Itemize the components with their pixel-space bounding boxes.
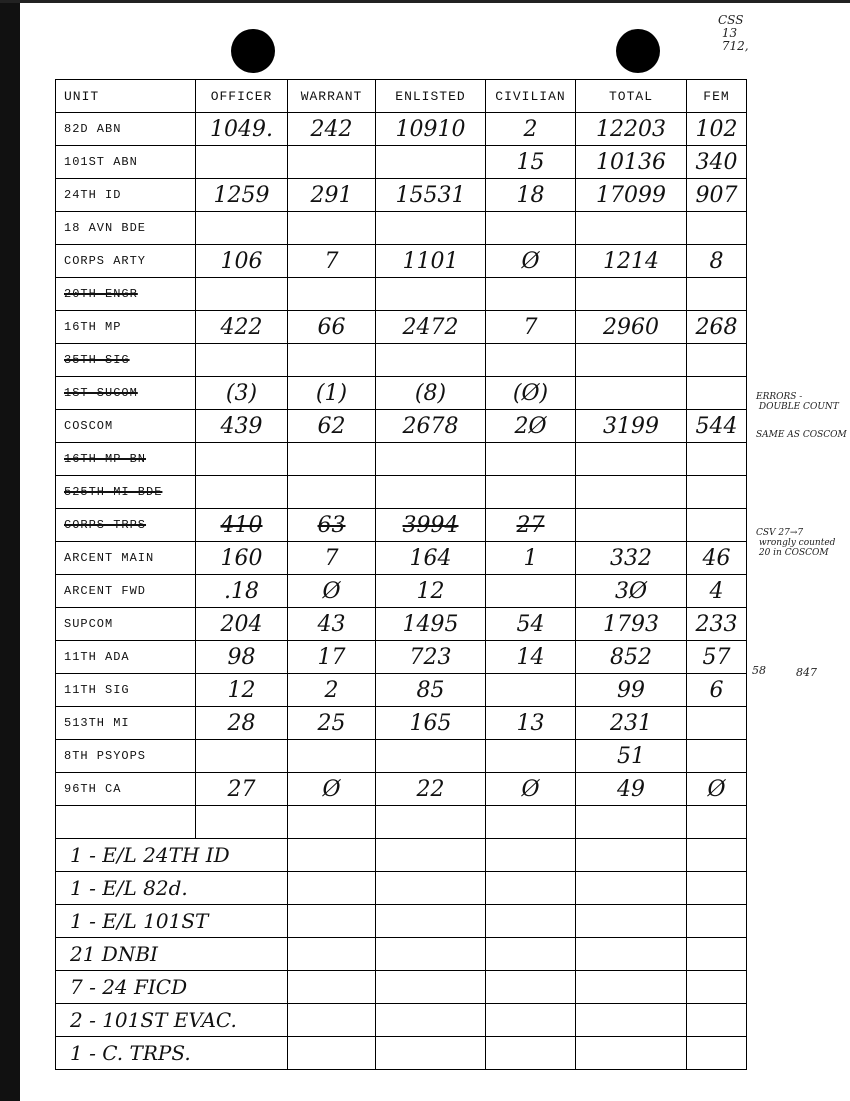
empty-cell (288, 905, 376, 938)
table-row (56, 740, 747, 773)
table-row (56, 179, 747, 212)
handwritten-note: 1 - E/L 101ST (56, 905, 288, 938)
table-row (56, 443, 747, 476)
officer-cell (196, 344, 288, 377)
fem-cell (687, 377, 747, 410)
table-row (56, 707, 747, 740)
header-fem: FEM (687, 80, 747, 113)
fem-cell: Ø (687, 773, 747, 806)
warrant-cell (288, 344, 376, 377)
handwritten-note: 2 - 101ST EVAC. (56, 1004, 288, 1037)
unit-cell: 8TH PSYOPS (56, 740, 196, 773)
enlisted-cell: (8) (376, 377, 486, 410)
empty-cell (486, 1004, 576, 1037)
unit-cell: 11TH SIG (56, 674, 196, 707)
enlisted-cell: 85 (376, 674, 486, 707)
table-row (56, 212, 747, 245)
total-cell: 10136 (576, 146, 687, 179)
table-row (56, 344, 747, 377)
note-row (56, 905, 747, 938)
civilian-cell: 2Ø (486, 410, 576, 443)
unit-cell: 11TH ADA (56, 641, 196, 674)
civilian-cell (486, 278, 576, 311)
empty-cell (687, 1037, 747, 1070)
unit-cell: 16TH MP BN (56, 443, 196, 476)
total-cell: 51 (576, 740, 687, 773)
table-row (56, 674, 747, 707)
fem-cell: 46 (687, 542, 747, 575)
unit-cell: ARCENT MAIN (56, 542, 196, 575)
total-cell: 99 (576, 674, 687, 707)
unit-cell: CORPS TRPS (56, 509, 196, 542)
unit-cell: 513TH MI (56, 707, 196, 740)
warrant-cell (288, 740, 376, 773)
civilian-cell: 18 (486, 179, 576, 212)
note-row (56, 1004, 747, 1037)
enlisted-cell: 2678 (376, 410, 486, 443)
warrant-cell (288, 212, 376, 245)
officer-cell: 1049. (196, 113, 288, 146)
margin-note-fem-58: 58 (752, 664, 766, 677)
enlisted-cell: 165 (376, 707, 486, 740)
unit-cell: 96TH CA (56, 773, 196, 806)
officer-cell (196, 146, 288, 179)
civilian-cell (486, 674, 576, 707)
empty-cell (687, 839, 747, 872)
header-officer: OFFICER (196, 80, 288, 113)
officer-cell: 12 (196, 674, 288, 707)
total-cell (576, 377, 687, 410)
empty-cell (576, 872, 687, 905)
unit-cell: 1ST SUCOM (56, 377, 196, 410)
margin-note-csv: CSV 27→7 wrongly counted 20 in COSCOM (756, 528, 836, 558)
total-cell: 3Ø (576, 575, 687, 608)
header-row (56, 80, 747, 113)
empty-cell (576, 1004, 687, 1037)
total-cell: 231 (576, 707, 687, 740)
officer-cell: .18 (196, 575, 288, 608)
unit-cell: 18 AVN BDE (56, 212, 196, 245)
header-total: TOTAL (576, 80, 687, 113)
table-row (56, 245, 747, 278)
handwritten-note: 7 - 24 FICD (56, 971, 288, 1004)
unit-cell: CORPS ARTY (56, 245, 196, 278)
note-row (56, 938, 747, 971)
warrant-cell: 43 (288, 608, 376, 641)
empty-cell (486, 839, 576, 872)
empty-cell (486, 971, 576, 1004)
enlisted-cell: 15531 (376, 179, 486, 212)
empty-cell (687, 905, 747, 938)
warrant-cell: 17 (288, 641, 376, 674)
officer-cell: 204 (196, 608, 288, 641)
table-row (56, 509, 747, 542)
warrant-cell: 2 (288, 674, 376, 707)
warrant-cell: (1) (288, 377, 376, 410)
civilian-cell: 54 (486, 608, 576, 641)
empty-cell (288, 971, 376, 1004)
enlisted-cell: 2472 (376, 311, 486, 344)
civilian-cell (486, 476, 576, 509)
margin-note-847: 847 (796, 666, 817, 679)
empty-cell (288, 1037, 376, 1070)
empty-cell (288, 938, 376, 971)
spacer-row (56, 806, 747, 839)
empty-cell (576, 971, 687, 1004)
note-row (56, 971, 747, 1004)
total-cell: 1214 (576, 245, 687, 278)
enlisted-cell (376, 212, 486, 245)
empty-cell (576, 839, 687, 872)
officer-cell: 422 (196, 311, 288, 344)
unit-cell: 20TH ENGR (56, 278, 196, 311)
unit-cell: 525TH MI BDE (56, 476, 196, 509)
civilian-cell: Ø (486, 773, 576, 806)
empty-cell (486, 872, 576, 905)
total-cell (576, 476, 687, 509)
civilian-cell: 14 (486, 641, 576, 674)
empty-cell (486, 938, 576, 971)
fem-cell (687, 476, 747, 509)
total-cell: 3199 (576, 410, 687, 443)
table-row (56, 773, 747, 806)
empty-cell (376, 905, 486, 938)
empty-cell (486, 806, 576, 839)
warrant-cell: 25 (288, 707, 376, 740)
empty-cell (376, 971, 486, 1004)
total-cell: 17099 (576, 179, 687, 212)
civilian-cell: 1 (486, 542, 576, 575)
table-row (56, 575, 747, 608)
fem-cell: 57 (687, 641, 747, 674)
total-cell (576, 509, 687, 542)
enlisted-cell (376, 278, 486, 311)
enlisted-cell (376, 344, 486, 377)
civilian-cell (486, 344, 576, 377)
punch-hole-right (616, 29, 660, 73)
handwritten-note: 1 - C. TRPS. (56, 1037, 288, 1070)
civilian-cell: 2 (486, 113, 576, 146)
empty-cell (288, 872, 376, 905)
unit-cell: 35TH SIG (56, 344, 196, 377)
officer-cell: 106 (196, 245, 288, 278)
empty-cell (687, 806, 747, 839)
warrant-cell: 63 (288, 509, 376, 542)
civilian-cell (486, 212, 576, 245)
table-row (56, 476, 747, 509)
fem-cell (687, 344, 747, 377)
warrant-cell (288, 278, 376, 311)
margin-note-errors: ERRORS - DOUBLE COUNT (756, 392, 839, 412)
header-enlisted: ENLISTED (376, 80, 486, 113)
civilian-cell: (Ø) (486, 377, 576, 410)
table-row (56, 410, 747, 443)
warrant-cell: Ø (288, 773, 376, 806)
warrant-cell: Ø (288, 575, 376, 608)
fem-cell (687, 707, 747, 740)
enlisted-cell (376, 476, 486, 509)
fem-cell: 907 (687, 179, 747, 212)
empty-cell (288, 1004, 376, 1037)
unit-cell: 82D ABN (56, 113, 196, 146)
total-cell: 332 (576, 542, 687, 575)
empty-cell (486, 905, 576, 938)
handwritten-note: 1 - E/L 24TH ID (56, 839, 288, 872)
header-warrant: WARRANT (288, 80, 376, 113)
fem-cell: 544 (687, 410, 747, 443)
civilian-cell: 27 (486, 509, 576, 542)
empty-cell (486, 1037, 576, 1070)
fem-cell: 102 (687, 113, 747, 146)
fem-cell (687, 443, 747, 476)
fem-cell (687, 740, 747, 773)
unit-cell: 16TH MP (56, 311, 196, 344)
header-civilian: CIVILIAN (486, 80, 576, 113)
civilian-cell (486, 575, 576, 608)
table-row (56, 542, 747, 575)
table-row (56, 113, 747, 146)
fem-cell: 268 (687, 311, 747, 344)
enlisted-cell: 10910 (376, 113, 486, 146)
fem-cell: 4 (687, 575, 747, 608)
empty-cell (576, 938, 687, 971)
civilian-cell: 13 (486, 707, 576, 740)
note-row (56, 839, 747, 872)
warrant-cell: 66 (288, 311, 376, 344)
total-cell: 49 (576, 773, 687, 806)
unit-cell: 24TH ID (56, 179, 196, 212)
empty-cell (376, 806, 486, 839)
officer-cell (196, 740, 288, 773)
officer-cell: 439 (196, 410, 288, 443)
officer-cell: 410 (196, 509, 288, 542)
total-cell: 1793 (576, 608, 687, 641)
fem-cell: 8 (687, 245, 747, 278)
empty-cell (376, 1037, 486, 1070)
empty-cell (56, 806, 196, 839)
scan-edge (0, 0, 20, 1101)
handwritten-note: 1 - E/L 82d. (56, 872, 288, 905)
civilian-cell: 15 (486, 146, 576, 179)
enlisted-cell: 164 (376, 542, 486, 575)
civilian-cell (486, 740, 576, 773)
empty-cell (687, 971, 747, 1004)
empty-cell (376, 938, 486, 971)
officer-cell (196, 278, 288, 311)
empty-cell (687, 872, 747, 905)
total-cell: 12203 (576, 113, 687, 146)
fem-cell: 340 (687, 146, 747, 179)
note-row (56, 872, 747, 905)
enlisted-cell: 22 (376, 773, 486, 806)
empty-cell (376, 839, 486, 872)
warrant-cell: 7 (288, 245, 376, 278)
total-cell: 852 (576, 641, 687, 674)
warrant-cell: 242 (288, 113, 376, 146)
empty-cell (576, 905, 687, 938)
margin-note-coscom: SAME AS COSCOM (756, 430, 847, 440)
total-cell (576, 212, 687, 245)
officer-cell: 1259 (196, 179, 288, 212)
personnel-table (55, 79, 747, 1070)
total-cell: 2960 (576, 311, 687, 344)
table-row (56, 641, 747, 674)
empty-cell (288, 806, 376, 839)
unit-cell: ARCENT FWD (56, 575, 196, 608)
enlisted-cell: 3994 (376, 509, 486, 542)
corner-note: CSS 13 712, (718, 13, 749, 53)
empty-cell (288, 839, 376, 872)
warrant-cell: 7 (288, 542, 376, 575)
civilian-cell: 7 (486, 311, 576, 344)
unit-cell: SUPCOM (56, 608, 196, 641)
civilian-cell: Ø (486, 245, 576, 278)
officer-cell: (3) (196, 377, 288, 410)
table-row (56, 311, 747, 344)
total-cell (576, 278, 687, 311)
warrant-cell (288, 146, 376, 179)
enlisted-cell: 1101 (376, 245, 486, 278)
note-row (56, 1037, 747, 1070)
total-cell (576, 443, 687, 476)
empty-cell (687, 938, 747, 971)
enlisted-cell (376, 740, 486, 773)
enlisted-cell (376, 443, 486, 476)
warrant-cell (288, 476, 376, 509)
officer-cell (196, 443, 288, 476)
fem-cell: 233 (687, 608, 747, 641)
table-row (56, 146, 747, 179)
unit-cell: COSCOM (56, 410, 196, 443)
header-unit: UNIT (56, 80, 196, 113)
empty-cell (196, 806, 288, 839)
officer-cell (196, 476, 288, 509)
empty-cell (376, 872, 486, 905)
officer-cell (196, 212, 288, 245)
enlisted-cell: 723 (376, 641, 486, 674)
warrant-cell: 62 (288, 410, 376, 443)
table-row (56, 377, 747, 410)
officer-cell: 27 (196, 773, 288, 806)
officer-cell: 160 (196, 542, 288, 575)
fem-cell (687, 212, 747, 245)
unit-cell: 101ST ABN (56, 146, 196, 179)
warrant-cell (288, 443, 376, 476)
enlisted-cell (376, 146, 486, 179)
punch-hole-left (231, 29, 275, 73)
enlisted-cell: 12 (376, 575, 486, 608)
scan-top-edge (0, 0, 850, 3)
officer-cell: 98 (196, 641, 288, 674)
empty-cell (576, 806, 687, 839)
empty-cell (576, 1037, 687, 1070)
table-row (56, 608, 747, 641)
fem-cell: 6 (687, 674, 747, 707)
empty-cell (376, 1004, 486, 1037)
fem-cell (687, 278, 747, 311)
empty-cell (687, 1004, 747, 1037)
warrant-cell: 291 (288, 179, 376, 212)
table-row (56, 278, 747, 311)
officer-cell: 28 (196, 707, 288, 740)
civilian-cell (486, 443, 576, 476)
total-cell (576, 344, 687, 377)
handwritten-note: 21 DNBI (56, 938, 288, 971)
enlisted-cell: 1495 (376, 608, 486, 641)
fem-cell (687, 509, 747, 542)
